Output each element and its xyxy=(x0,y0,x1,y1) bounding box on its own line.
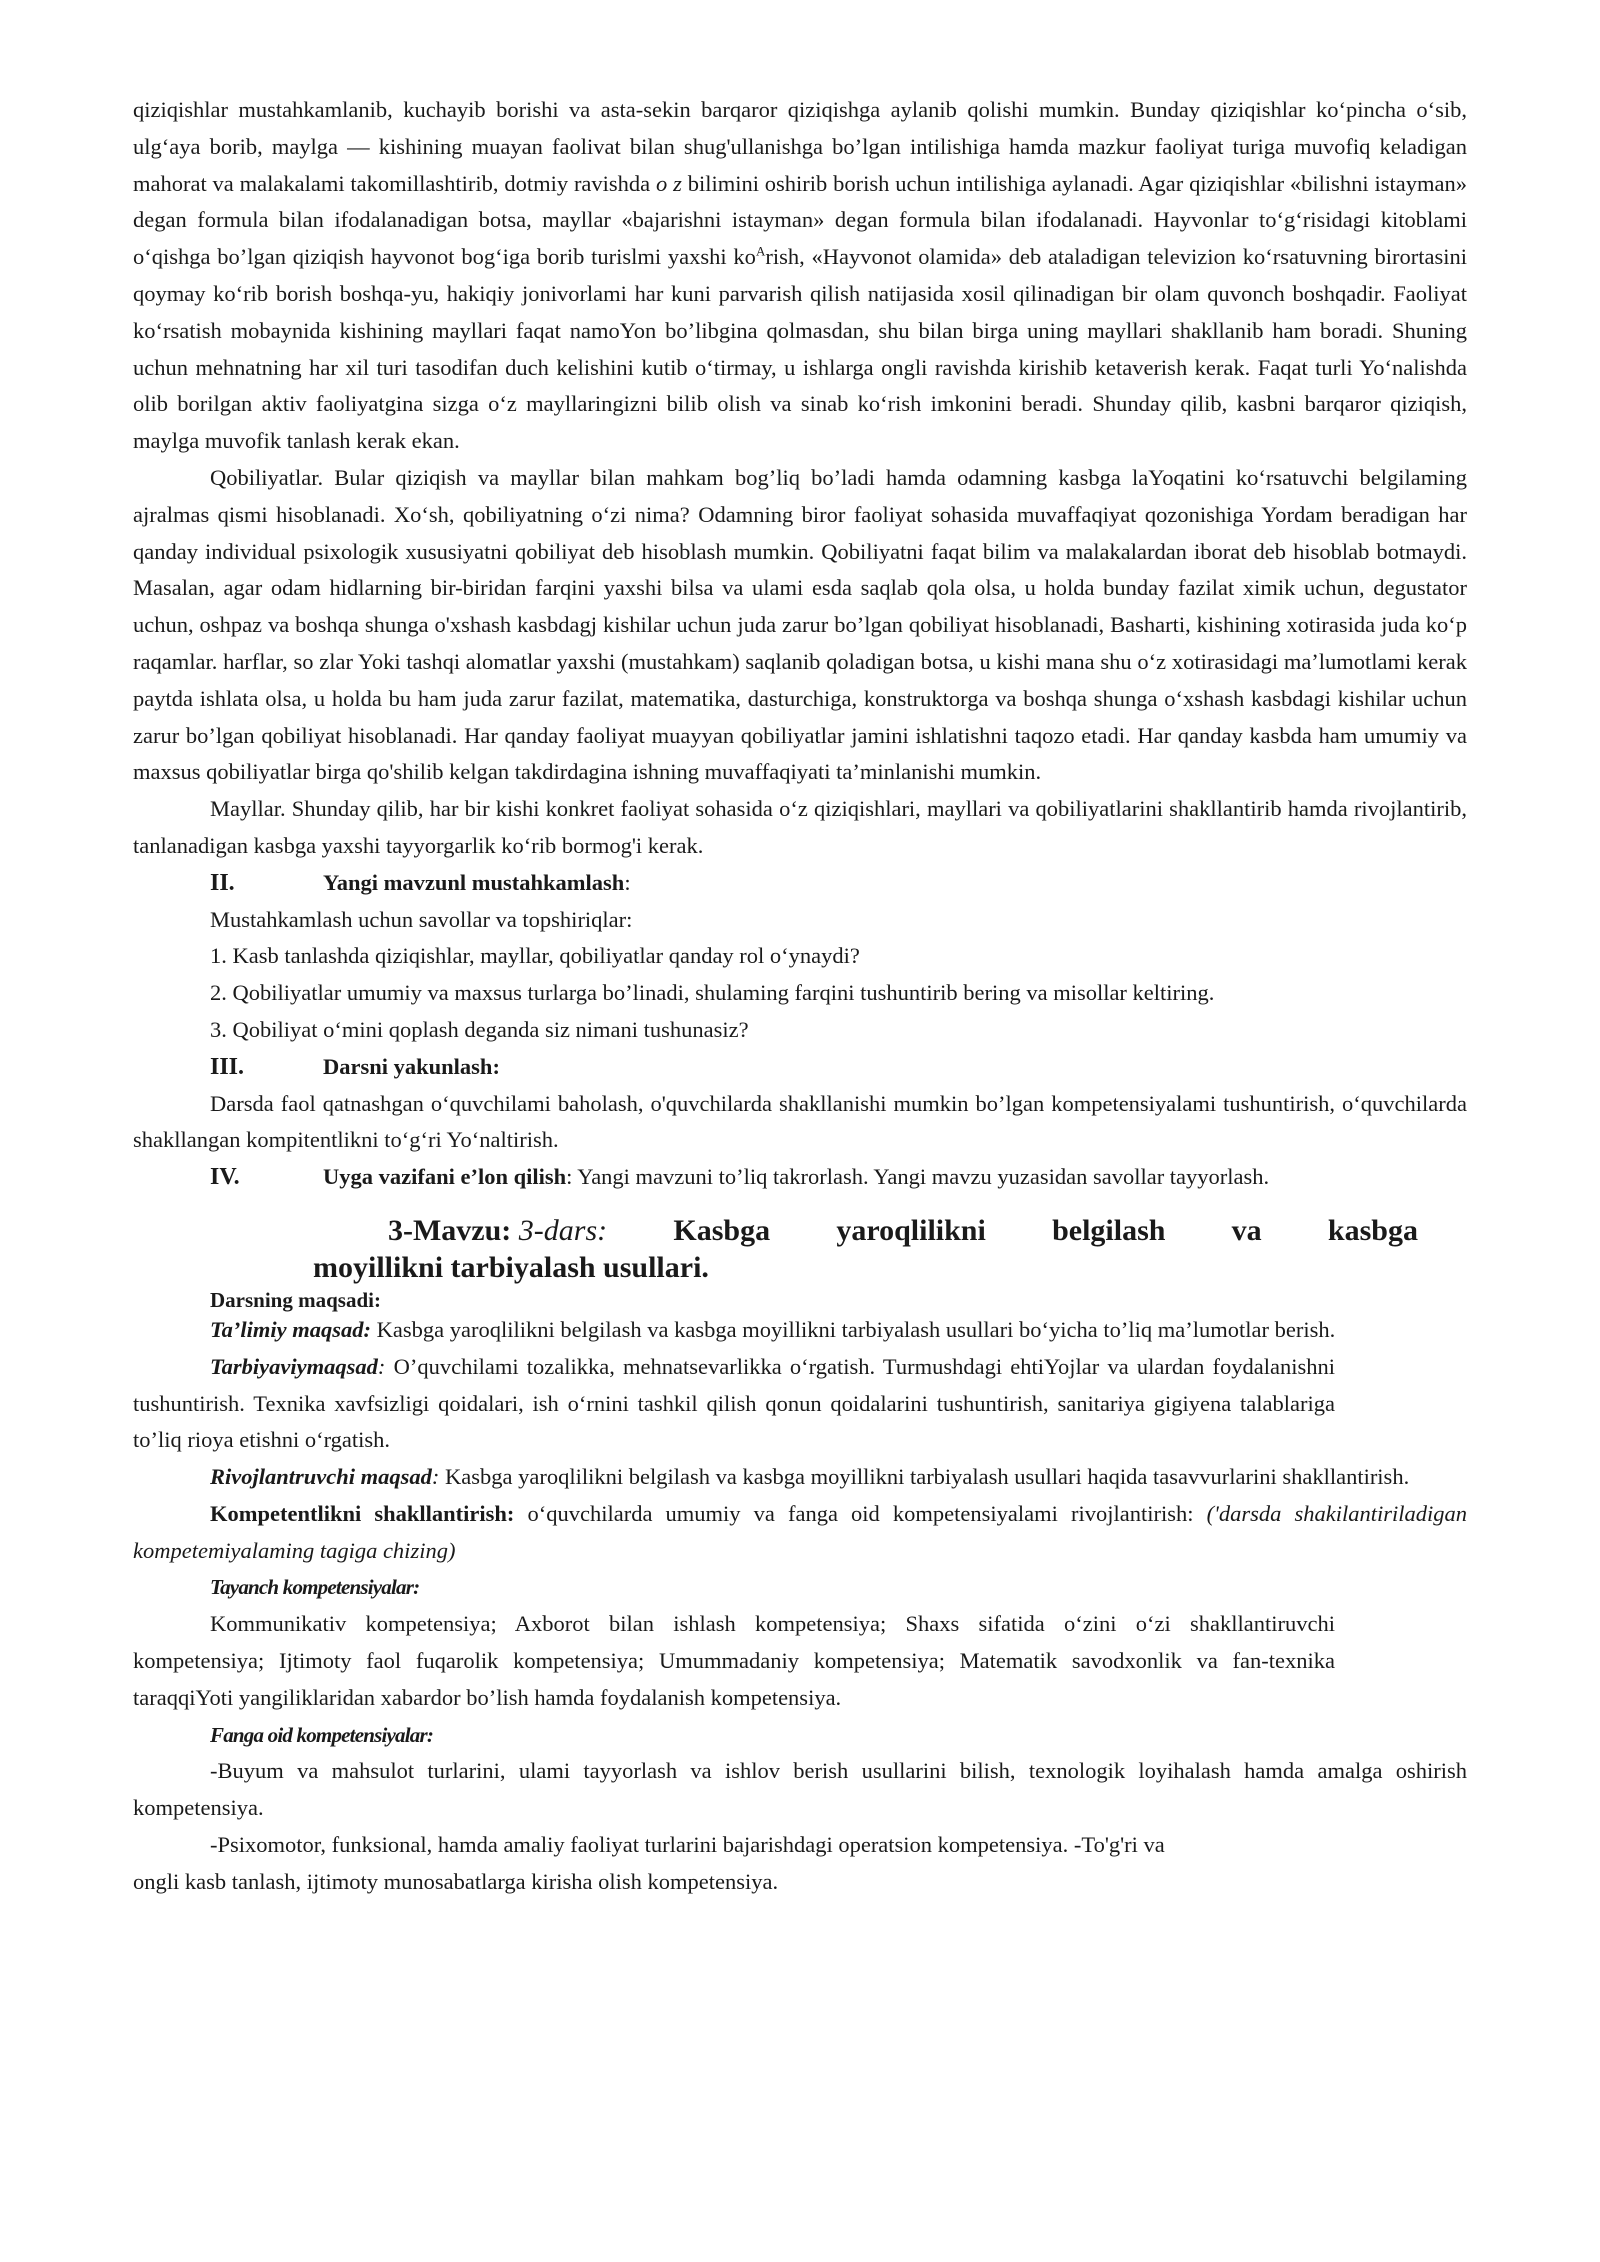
title-word: belgilash xyxy=(1052,1213,1166,1247)
question-item: 3. Qobiliyat o‘mini qoplash deganda siz nimani tushunasiz? xyxy=(210,1016,749,1042)
text-run: : xyxy=(377,1353,386,1379)
goal-label: Rivojlantruvchi maqsad xyxy=(210,1464,432,1490)
goal-label: Tarbiyaviymaqsad xyxy=(210,1353,378,1379)
subject-competence-item: -Psixomotor, funksional, hamda amaliy faoliyat turlarini bajarishdagi operatsion kompetensiya. -To'g'ri va xyxy=(210,1832,1165,1858)
basic-competences-text: Kommunikativ kompetensiya; Axborot bilan ishlash kompetensiya; Shaxs sifatida o‘zini o‘zi shakllantiruvchi kompetensiya; Ijtimoty faol fuqarolik kompetensiya; Umummadaniy kompetensiya; Matematik savodxonlik va fan-texnika taraqqiYoti yangiliklaridan xabardor bo’lish hamda foydalanish kompetensiya. xyxy=(133,1611,1335,1710)
goals-heading: Darsning maqsadi: xyxy=(210,1287,381,1312)
paragraph-inclinations: Mayllar. Shunday qilib, har bir kishi konkret faoliyat sohasida o‘z qiziqishlari, mayllari va qobiliyatlarini shakllantirib hamda rivojlantirib, tanlanadigan kasbga yaxshi tayyorgarlik ko‘rib bormog'i kerak. xyxy=(133,796,1467,858)
document-page xyxy=(133,92,1467,1901)
text-run: Kasbga yaroqlilikni belgilash va kasbga moyillikni tarbiyalash usullari bo‘yicha to’liq ma’lumotlar berish. xyxy=(371,1316,1336,1342)
section-3-text: Darsda faol qatnashgan o‘quvchilami baholash, o'quvchilarda shakllanishi mumkin bo’lgan kompetensiyalami tushuntirish, o‘quvchilarda shakllangan kompitentlikni to‘g‘ri Yo‘naltirish. xyxy=(133,1090,1467,1153)
text-run: bilimini oshirib borish uchun intilishiga aylanadi. Agar qiziqishlar «bilishni istayman» degan formula bilan ifodalanadigan botsa, mayllar «bajarishni istayman» degan formula bilan ifodalanadi. Hayvonlar to‘g‘risidagi kitoblami o‘qishga bo’lgan qiziqish hayvonot bog‘iga borib turislmi yaxshi ko xyxy=(133,170,1468,270)
text-run: qiziqishlar mustahkamlanib, kuchayib borishi va asta-sekin barqaror qiziqishga aylanib qolishi mumkin. Bunday qiziqishlar ko‘pincha o‘sib, ulg‘aya borib, maylga — kishining muayan faolivat bilan shug'ullanishga bo’lgan intilishiga hamda mazkur faoliyat turiga muvofiq keladigan mahorat va malakalami takomillashtirib, dotmiy ravishda xyxy=(133,97,1467,196)
title-word: Kasbga xyxy=(673,1213,771,1247)
paragraph-abilities: Qobiliyatlar. Bular qiziqish va mayllar bilan mahkam bog’liq bo’ladi hamda odamning kasbga laYoqatini ko‘rsatuvchi belgilaming ajralmas qismi hisoblanadi. Xo‘sh, qobiliyatning o‘zi nima? Odamning biror faoliyat sohasida muvaffaqiyat qozonishiga Yordam beradigan har qanday individual psixologik xususiyatni qobiliyat deb hisoblash mumkin. Qobiliyatni faqat bilim va malakalardan iborat deb hisoblab botmaydi. Masalan, agar odam hidlarning bir-biridan farqini yaxshi bilsa va ulami esda saqlab qola olsa, u holda bunday fazilat ximik uchun, degustator uchun, oshpaz va boshqa shunga o'xshash kasbdagj kishilar uchun juda zarur bo’lgan qobiliyat hisoblanadi, Basharti, kishining xotirasida juda ko‘p raqamlar. harflar, so zlar Yoki tashqi alomatlar yaxshi (mustahkam) saqlanib qoladigan botsa, u kishi mana shu o‘z xotirasidagi ma’lumotlami kerak paytda ishlata olsa, u holda bu ham juda zarur fazilat, matematika, dasturchiga, konstruktorga va boshqa shunga o‘xshash kasbdagi kishilar uchun zarur bo’lgan qobiliyat hisoblanadi. Har qanday faoliyat muayyan qobiliyatlar jamini ishlatishni taqozo etadi. Har qanday kasbda ham umumiy va maxsus qobiliyatlar birga qo'shilib kelgan takdirdagina ishning muvaffaqiyati ta’minlanishi mumkin. xyxy=(133,464,1467,785)
section-3-heading xyxy=(133,1049,1467,1086)
section-2-heading xyxy=(133,865,1467,902)
basic-competences-heading: Tayanch kompetensiyalar: xyxy=(210,1575,420,1600)
goal-developmental xyxy=(133,1459,1467,1496)
title-word: va xyxy=(1231,1213,1262,1247)
section-title: Uyga vazifani e’lon qilish xyxy=(323,1164,567,1190)
competence-label: Kompetentlikni shakllantirish: xyxy=(210,1500,515,1526)
text-run: Kasbga yaroqlilikni belgilash va kasbga moyillikni tarbiyalash usullari haqida tasavvurlarini shakllantirish. xyxy=(439,1464,1410,1490)
section-title: Yangi mavzunl mustahkamlash xyxy=(323,869,625,895)
paragraph-interests xyxy=(133,92,1467,460)
section-number: II. xyxy=(210,869,235,896)
competence-formation xyxy=(133,1496,1467,1570)
question-item: 2. Qobiliyatlar umumiy va maxsus turlarga bo’linadi, shulaming farqini tushuntirib bering va misollar keltiring. xyxy=(210,980,1215,1006)
text-run: o z xyxy=(656,170,682,196)
section-4-text: : Yangi mavzuni to’liq takrorlash. Yangi mavzu yuzasidan savollar tayyorlash. xyxy=(566,1164,1270,1190)
goal-label: Ta’limiy maqsad: xyxy=(210,1316,372,1342)
section-number: IV. xyxy=(210,1164,240,1191)
goal-upbringing xyxy=(133,1349,1335,1459)
lesson-title-line-2: moyillikni tarbiyalash usullari. xyxy=(313,1250,709,1284)
goal-educational xyxy=(133,1312,1467,1349)
topic-label: 3-Mavzu: xyxy=(388,1213,512,1247)
superscript: A xyxy=(755,243,766,259)
section-title: Darsni yakunlash: xyxy=(323,1053,500,1079)
text-run: ('darsda shakilantiriladigan kompetemiyalaming tagiga chizing) xyxy=(133,1500,1467,1563)
text-run: o‘quvchilarda umumiy va fanga oid kompetensiyalami rivojlantirish: xyxy=(514,1500,1207,1526)
section-2-intro: Mustahkamlash uchun savollar va topshiriqlar: xyxy=(210,906,633,932)
section-4-heading xyxy=(133,1159,1467,1196)
title-word: yaroqlilikni xyxy=(836,1213,986,1247)
section-number: III. xyxy=(210,1053,245,1080)
question-item: 1. Kasb tanlashda qiziqishlar, mayllar, qobiliyatlar qanday rol o‘ynaydi? xyxy=(210,943,860,969)
lesson-title xyxy=(133,1212,1467,1286)
text-run: O’quvchilami tozalikka, mehnatsevarlikka o‘rgatish. Turmushdagi ehtiYojlar va ulardan foydalanishni tushuntirish. Texnika xavfsizligi qoidalari, ish o‘rnini tashkil qilish qonun qoidalarini tushuntirish, sanitariya gigiyena talablariga to’liq rioya etishni o‘rgatish. xyxy=(133,1353,1335,1453)
text-run: rish, «Hayvonot olamida» deb ataladigan televizion ko‘rsatuvning birortasini qoymay ko‘rib borish boshqa-yu, hakiqiy jonivorlami har kuni parvarish qilish natijasida xosil qilinadigan bir olam quvonch boshqadir. Faoliyat ko‘rsatish mobaynida kishining mayllari faqat namoYon bo’libgina qolmasdan, shu bilan birga uning mayllari shakllanib ham boradi. Shuning uchun mehnatning har xil turi tasodifan duch kelishini kutib o‘tirmay, u ishlarga ongli ravishda kirishib ketaverish kerak. Faqat turli Yo‘nalishda olib borilgan aktiv faoliyatgina sizga o‘z mayllaringizni bilib olish va sinab ko‘rish imkonini beradi. Shunday qilib, kasbni barqaror qiziqish, maylga muvofik tanlash kerak ekan. xyxy=(133,244,1467,454)
text-run: : xyxy=(431,1464,440,1490)
lesson-label: 3-dars: xyxy=(518,1213,608,1247)
subject-competence-item: -Buyum va mahsulot turlarini, ulami tayyorlash va ishlov berish usullarini bilish, texnologik loyihalash hamda amalga oshirish kompetensiya. xyxy=(133,1758,1467,1821)
text-run: : xyxy=(624,869,631,895)
subject-competences-heading: Fanga oid kompetensiyalar: xyxy=(210,1722,434,1747)
title-word: kasbga xyxy=(1327,1213,1418,1247)
subject-competence-item-cont: ongli kasb tanlash, ijtimoty munosabatlarga kirisha olish kompetensiya. xyxy=(133,1868,779,1894)
